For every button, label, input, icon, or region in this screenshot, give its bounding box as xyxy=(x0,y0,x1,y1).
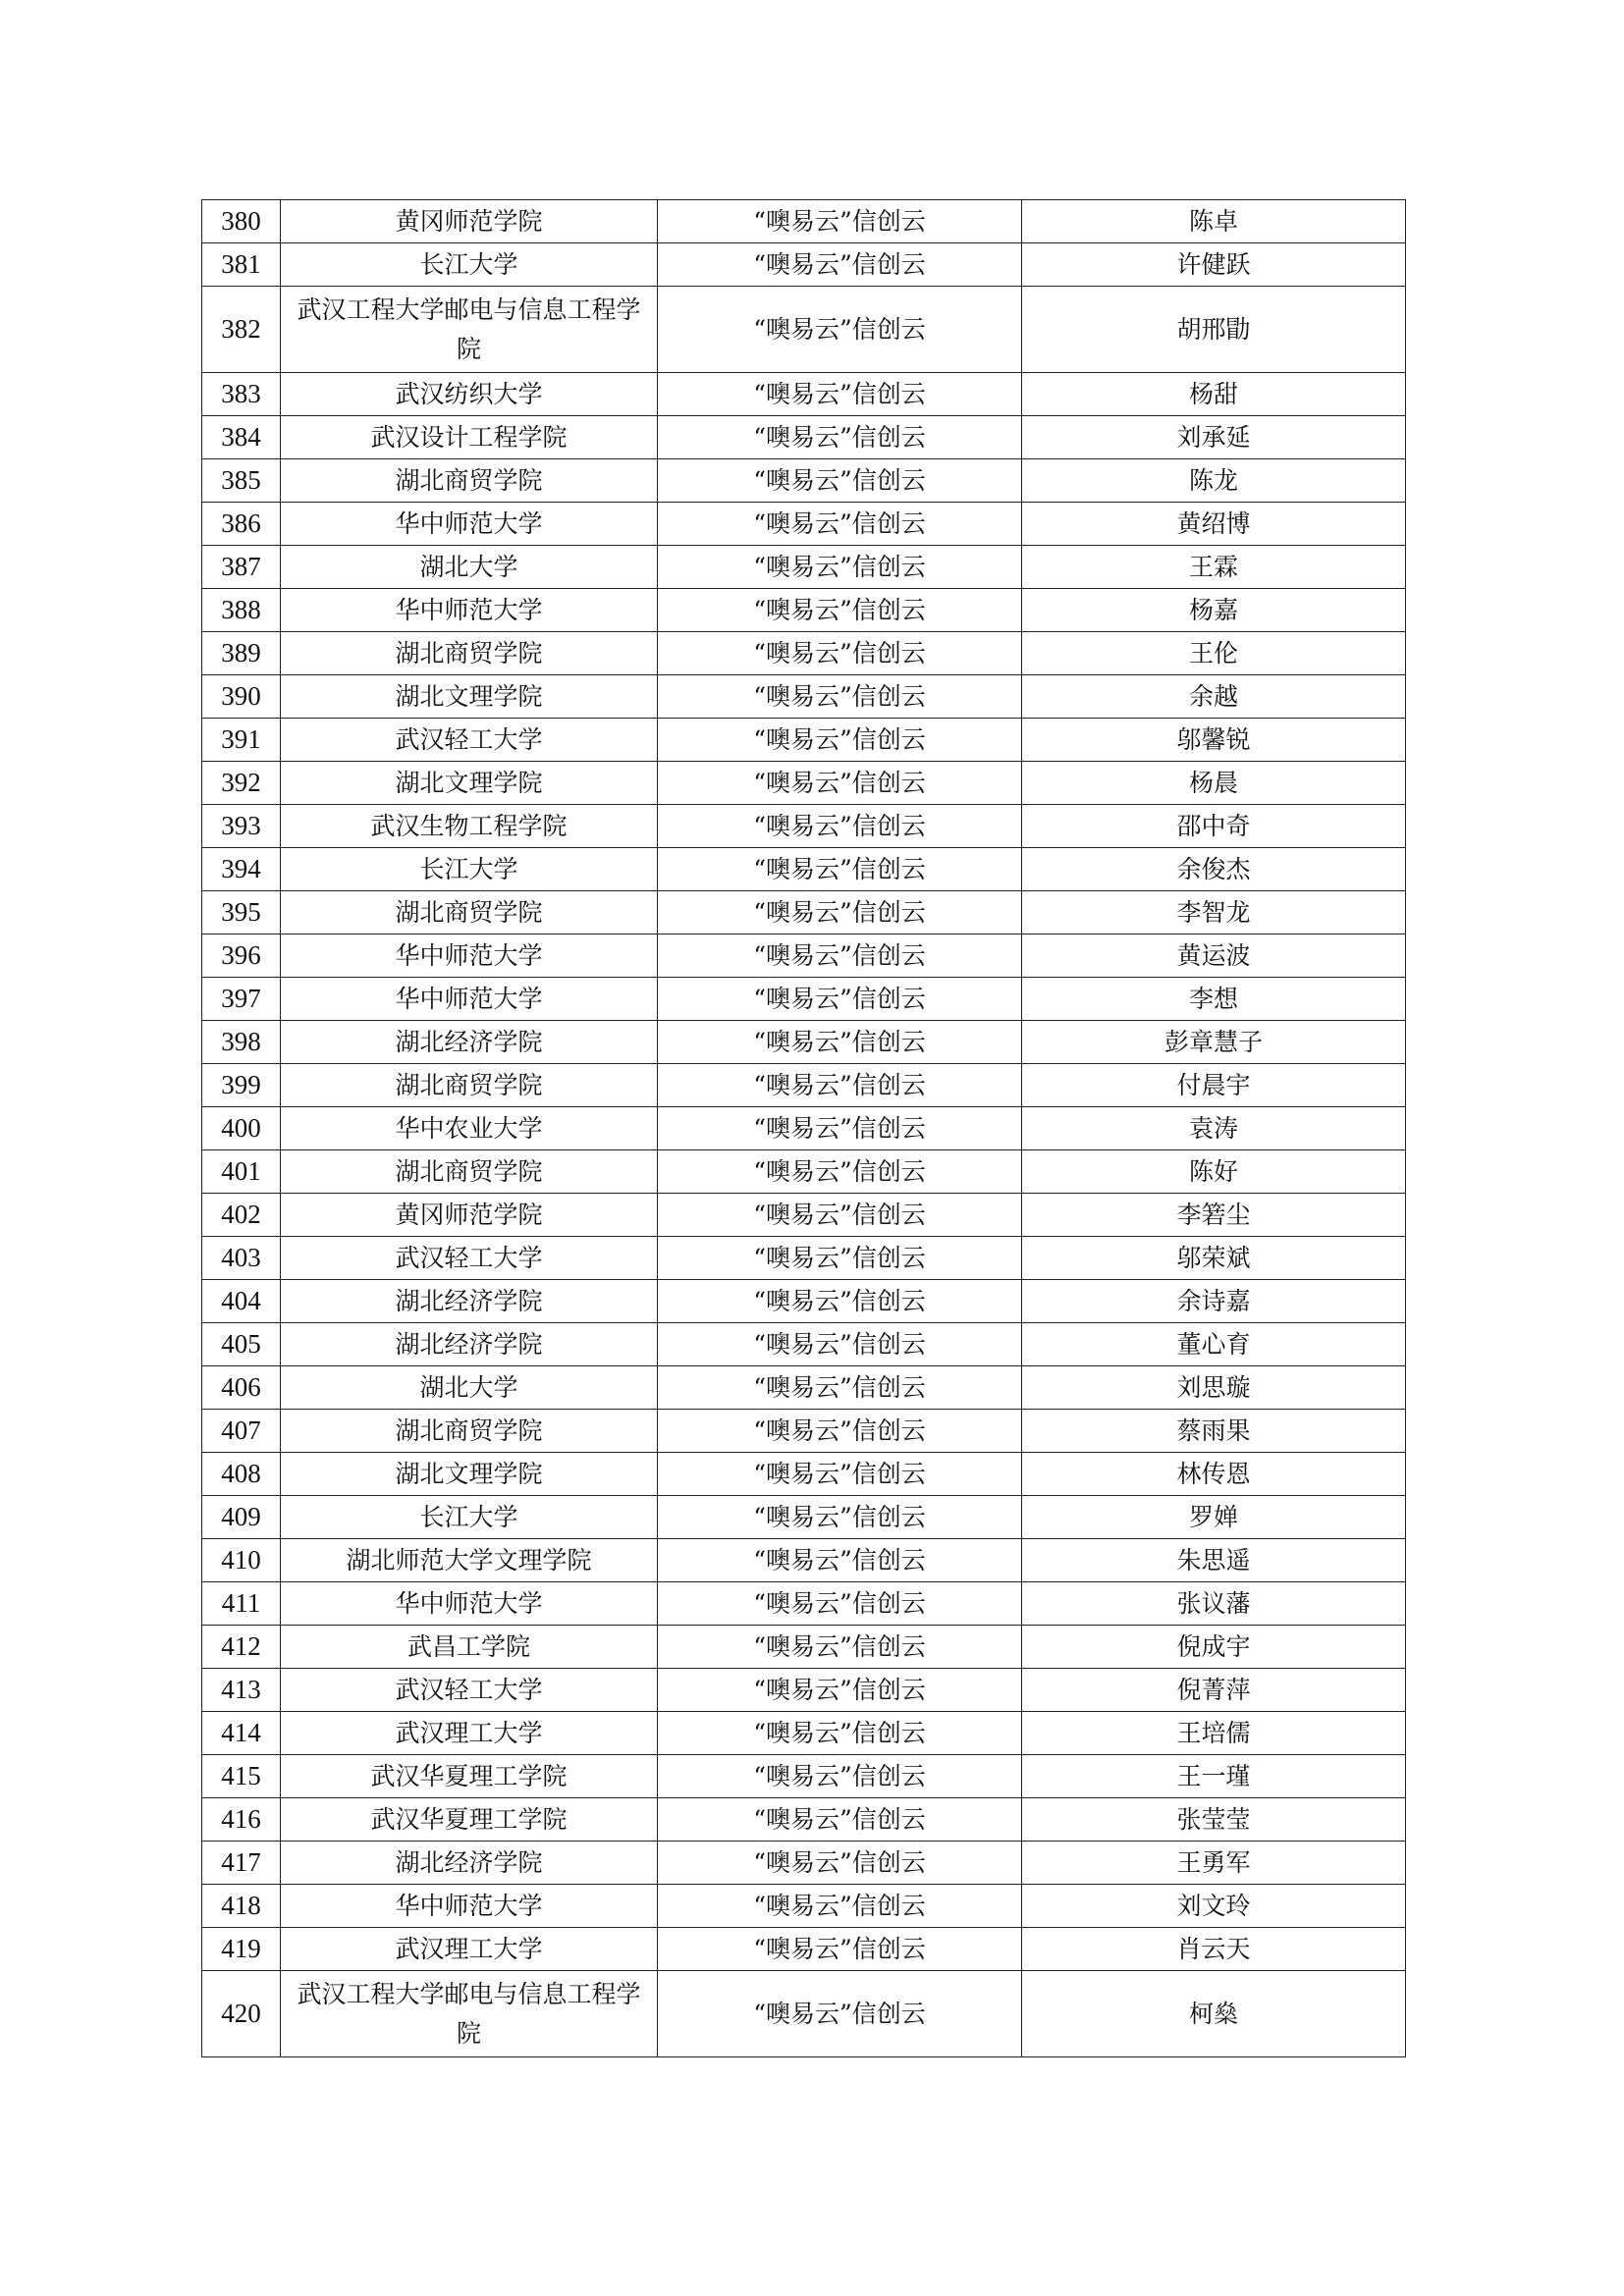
project-cell: “噢易云”信创云 xyxy=(658,1280,1022,1323)
person-name-cell: 黄绍博 xyxy=(1022,503,1406,546)
school-cell: 湖北商贸学院 xyxy=(281,1410,658,1453)
school-cell: 湖北商贸学院 xyxy=(281,891,658,934)
table-row xyxy=(202,1021,1406,1064)
project-cell: “噢易云”信创云 xyxy=(658,1496,1022,1539)
school-cell: 武汉工程大学邮电与信息工程学院 xyxy=(281,1971,658,2057)
table-row xyxy=(202,459,1406,503)
row-number-cell: 393 xyxy=(202,805,281,848)
table-row xyxy=(202,805,1406,848)
person-name-cell: 王勇军 xyxy=(1022,1842,1406,1885)
school-cell: 湖北文理学院 xyxy=(281,675,658,719)
school-cell: 黄冈师范学院 xyxy=(281,1194,658,1237)
person-name-cell: 蔡雨果 xyxy=(1022,1410,1406,1453)
school-cell: 湖北大学 xyxy=(281,1366,658,1410)
table-row xyxy=(202,243,1406,287)
project-cell: “噢易云”信创云 xyxy=(658,1107,1022,1150)
person-name-cell: 余俊杰 xyxy=(1022,848,1406,891)
project-cell: “噢易云”信创云 xyxy=(658,934,1022,978)
row-number-cell: 383 xyxy=(202,373,281,416)
table-row xyxy=(202,1712,1406,1755)
row-number-cell: 386 xyxy=(202,503,281,546)
row-number-cell: 410 xyxy=(202,1539,281,1582)
person-name-cell: 罗婵 xyxy=(1022,1496,1406,1539)
school-cell: 湖北师范大学文理学院 xyxy=(281,1539,658,1582)
row-number-cell: 387 xyxy=(202,546,281,589)
person-name-cell: 李想 xyxy=(1022,978,1406,1021)
row-number-cell: 399 xyxy=(202,1064,281,1107)
row-number-cell: 419 xyxy=(202,1928,281,1971)
table-row xyxy=(202,1798,1406,1842)
school-cell: 华中师范大学 xyxy=(281,503,658,546)
person-name-cell: 黄运波 xyxy=(1022,934,1406,978)
school-cell: 武汉设计工程学院 xyxy=(281,416,658,459)
school-cell: 武汉华夏理工学院 xyxy=(281,1798,658,1842)
table-row xyxy=(202,1237,1406,1280)
school-cell: 武汉轻工大学 xyxy=(281,719,658,762)
table-row xyxy=(202,632,1406,675)
school-cell: 湖北文理学院 xyxy=(281,762,658,805)
table-row xyxy=(202,1755,1406,1798)
table-row xyxy=(202,589,1406,632)
person-name-cell: 朱思遥 xyxy=(1022,1539,1406,1582)
person-name-cell: 王一瑾 xyxy=(1022,1755,1406,1798)
person-name-cell: 倪菁萍 xyxy=(1022,1669,1406,1712)
row-number-cell: 382 xyxy=(202,287,281,373)
table-row xyxy=(202,1453,1406,1496)
project-cell: “噢易云”信创云 xyxy=(658,719,1022,762)
row-number-cell: 392 xyxy=(202,762,281,805)
person-name-cell: 王霖 xyxy=(1022,546,1406,589)
school-cell: 长江大学 xyxy=(281,243,658,287)
table-row xyxy=(202,1496,1406,1539)
project-cell: “噢易云”信创云 xyxy=(658,546,1022,589)
row-number-cell: 397 xyxy=(202,978,281,1021)
table-row xyxy=(202,675,1406,719)
table-row xyxy=(202,1107,1406,1150)
person-name-cell: 彭章慧子 xyxy=(1022,1021,1406,1064)
row-number-cell: 401 xyxy=(202,1150,281,1194)
table-row xyxy=(202,1323,1406,1366)
row-number-cell: 417 xyxy=(202,1842,281,1885)
table-row xyxy=(202,1842,1406,1885)
table-row xyxy=(202,1150,1406,1194)
person-name-cell: 李箬尘 xyxy=(1022,1194,1406,1237)
project-cell: “噢易云”信创云 xyxy=(658,459,1022,503)
table-row xyxy=(202,1582,1406,1626)
school-cell: 长江大学 xyxy=(281,1496,658,1539)
row-number-cell: 420 xyxy=(202,1971,281,2057)
row-number-cell: 390 xyxy=(202,675,281,719)
project-cell: “噢易云”信创云 xyxy=(658,632,1022,675)
person-name-cell: 邬荣斌 xyxy=(1022,1237,1406,1280)
school-cell: 华中师范大学 xyxy=(281,1582,658,1626)
person-name-cell: 杨甜 xyxy=(1022,373,1406,416)
row-number-cell: 380 xyxy=(202,200,281,243)
row-number-cell: 384 xyxy=(202,416,281,459)
table-row xyxy=(202,287,1406,373)
person-name-cell: 王伦 xyxy=(1022,632,1406,675)
project-cell: “噢易云”信创云 xyxy=(658,1928,1022,1971)
project-cell: “噢易云”信创云 xyxy=(658,1626,1022,1669)
table-row xyxy=(202,1410,1406,1453)
school-cell: 湖北商贸学院 xyxy=(281,1064,658,1107)
project-cell: “噢易云”信创云 xyxy=(658,503,1022,546)
row-number-cell: 405 xyxy=(202,1323,281,1366)
row-number-cell: 385 xyxy=(202,459,281,503)
row-number-cell: 412 xyxy=(202,1626,281,1669)
person-name-cell: 刘思璇 xyxy=(1022,1366,1406,1410)
table-row xyxy=(202,503,1406,546)
person-name-cell: 王培儒 xyxy=(1022,1712,1406,1755)
table-row xyxy=(202,200,1406,243)
project-cell: “噢易云”信创云 xyxy=(658,891,1022,934)
project-cell: “噢易云”信创云 xyxy=(658,1755,1022,1798)
person-name-cell: 肖云天 xyxy=(1022,1928,1406,1971)
row-number-cell: 406 xyxy=(202,1366,281,1410)
school-cell: 湖北大学 xyxy=(281,546,658,589)
school-cell: 华中师范大学 xyxy=(281,934,658,978)
person-name-cell: 杨嘉 xyxy=(1022,589,1406,632)
school-cell: 华中师范大学 xyxy=(281,978,658,1021)
table-row xyxy=(202,416,1406,459)
project-cell: “噢易云”信创云 xyxy=(658,1798,1022,1842)
person-name-cell: 李智龙 xyxy=(1022,891,1406,934)
person-name-cell: 杨晨 xyxy=(1022,762,1406,805)
row-number-cell: 396 xyxy=(202,934,281,978)
table-row xyxy=(202,1885,1406,1928)
school-cell: 湖北文理学院 xyxy=(281,1453,658,1496)
project-cell: “噢易云”信创云 xyxy=(658,1064,1022,1107)
school-cell: 长江大学 xyxy=(281,848,658,891)
project-cell: “噢易云”信创云 xyxy=(658,200,1022,243)
school-cell: 武汉轻工大学 xyxy=(281,1237,658,1280)
school-cell: 湖北经济学院 xyxy=(281,1280,658,1323)
person-name-cell: 袁涛 xyxy=(1022,1107,1406,1150)
project-cell: “噢易云”信创云 xyxy=(658,1971,1022,2057)
person-name-cell: 柯燊 xyxy=(1022,1971,1406,2057)
person-name-cell: 付晨宇 xyxy=(1022,1064,1406,1107)
row-number-cell: 418 xyxy=(202,1885,281,1928)
table-row xyxy=(202,978,1406,1021)
project-cell: “噢易云”信创云 xyxy=(658,287,1022,373)
person-name-cell: 余越 xyxy=(1022,675,1406,719)
school-cell: 湖北经济学院 xyxy=(281,1323,658,1366)
person-name-cell: 陈好 xyxy=(1022,1150,1406,1194)
row-number-cell: 381 xyxy=(202,243,281,287)
project-cell: “噢易云”信创云 xyxy=(658,1410,1022,1453)
project-cell: “噢易云”信创云 xyxy=(658,1366,1022,1410)
row-number-cell: 409 xyxy=(202,1496,281,1539)
row-number-cell: 403 xyxy=(202,1237,281,1280)
project-cell: “噢易云”信创云 xyxy=(658,589,1022,632)
project-cell: “噢易云”信创云 xyxy=(658,1539,1022,1582)
project-cell: “噢易云”信创云 xyxy=(658,675,1022,719)
school-cell: 武汉理工大学 xyxy=(281,1928,658,1971)
row-number-cell: 407 xyxy=(202,1410,281,1453)
project-cell: “噢易云”信创云 xyxy=(658,978,1022,1021)
table-row xyxy=(202,1366,1406,1410)
project-cell: “噢易云”信创云 xyxy=(658,1582,1022,1626)
table-row xyxy=(202,848,1406,891)
table-row xyxy=(202,1539,1406,1582)
project-cell: “噢易云”信创云 xyxy=(658,1150,1022,1194)
person-name-cell: 余诗嘉 xyxy=(1022,1280,1406,1323)
school-cell: 华中师范大学 xyxy=(281,1885,658,1928)
school-cell: 湖北商贸学院 xyxy=(281,459,658,503)
row-number-cell: 391 xyxy=(202,719,281,762)
person-name-cell: 刘承延 xyxy=(1022,416,1406,459)
person-name-cell: 董心育 xyxy=(1022,1323,1406,1366)
row-number-cell: 404 xyxy=(202,1280,281,1323)
school-cell: 湖北商贸学院 xyxy=(281,1150,658,1194)
school-cell: 武汉华夏理工学院 xyxy=(281,1755,658,1798)
person-name-cell: 张议藩 xyxy=(1022,1582,1406,1626)
project-cell: “噢易云”信创云 xyxy=(658,1669,1022,1712)
row-number-cell: 415 xyxy=(202,1755,281,1798)
table-row xyxy=(202,1971,1406,2057)
table-body xyxy=(202,200,1406,2057)
school-cell: 华中农业大学 xyxy=(281,1107,658,1150)
school-cell: 武汉生物工程学院 xyxy=(281,805,658,848)
table-row xyxy=(202,762,1406,805)
project-cell: “噢易云”信创云 xyxy=(658,1885,1022,1928)
table-row xyxy=(202,373,1406,416)
project-cell: “噢易云”信创云 xyxy=(658,1194,1022,1237)
row-number-cell: 395 xyxy=(202,891,281,934)
table-row xyxy=(202,934,1406,978)
table-row xyxy=(202,891,1406,934)
person-name-cell: 胡邢勖 xyxy=(1022,287,1406,373)
school-cell: 华中师范大学 xyxy=(281,589,658,632)
project-cell: “噢易云”信创云 xyxy=(658,1237,1022,1280)
person-name-cell: 林传恩 xyxy=(1022,1453,1406,1496)
project-cell: “噢易云”信创云 xyxy=(658,1712,1022,1755)
school-cell: 湖北商贸学院 xyxy=(281,632,658,675)
school-cell: 武汉工程大学邮电与信息工程学院 xyxy=(281,287,658,373)
row-number-cell: 394 xyxy=(202,848,281,891)
row-number-cell: 400 xyxy=(202,1107,281,1150)
table-row xyxy=(202,1669,1406,1712)
table-row xyxy=(202,1626,1406,1669)
person-name-cell: 张莹莹 xyxy=(1022,1798,1406,1842)
school-cell: 武汉轻工大学 xyxy=(281,1669,658,1712)
school-cell: 武汉纺织大学 xyxy=(281,373,658,416)
project-cell: “噢易云”信创云 xyxy=(658,805,1022,848)
project-cell: “噢易云”信创云 xyxy=(658,373,1022,416)
award-list-table xyxy=(201,199,1406,2057)
person-name-cell: 刘文玲 xyxy=(1022,1885,1406,1928)
person-name-cell: 倪成宇 xyxy=(1022,1626,1406,1669)
person-name-cell: 许健跃 xyxy=(1022,243,1406,287)
table-row xyxy=(202,1194,1406,1237)
project-cell: “噢易云”信创云 xyxy=(658,762,1022,805)
project-cell: “噢易云”信创云 xyxy=(658,1453,1022,1496)
person-name-cell: 陈卓 xyxy=(1022,200,1406,243)
project-cell: “噢易云”信创云 xyxy=(658,416,1022,459)
row-number-cell: 408 xyxy=(202,1453,281,1496)
row-number-cell: 413 xyxy=(202,1669,281,1712)
person-name-cell: 邬馨锐 xyxy=(1022,719,1406,762)
project-cell: “噢易云”信创云 xyxy=(658,1323,1022,1366)
table-row xyxy=(202,1928,1406,1971)
row-number-cell: 416 xyxy=(202,1798,281,1842)
row-number-cell: 389 xyxy=(202,632,281,675)
row-number-cell: 411 xyxy=(202,1582,281,1626)
project-cell: “噢易云”信创云 xyxy=(658,243,1022,287)
project-cell: “噢易云”信创云 xyxy=(658,1021,1022,1064)
person-name-cell: 陈龙 xyxy=(1022,459,1406,503)
school-cell: 湖北经济学院 xyxy=(281,1021,658,1064)
table-row xyxy=(202,719,1406,762)
table-row xyxy=(202,1280,1406,1323)
row-number-cell: 398 xyxy=(202,1021,281,1064)
school-cell: 黄冈师范学院 xyxy=(281,200,658,243)
project-cell: “噢易云”信创云 xyxy=(658,1842,1022,1885)
school-cell: 武汉理工大学 xyxy=(281,1712,658,1755)
table-row xyxy=(202,1064,1406,1107)
school-cell: 武昌工学院 xyxy=(281,1626,658,1669)
row-number-cell: 402 xyxy=(202,1194,281,1237)
row-number-cell: 414 xyxy=(202,1712,281,1755)
row-number-cell: 388 xyxy=(202,589,281,632)
table-row xyxy=(202,546,1406,589)
person-name-cell: 邵中奇 xyxy=(1022,805,1406,848)
project-cell: “噢易云”信创云 xyxy=(658,848,1022,891)
school-cell: 湖北经济学院 xyxy=(281,1842,658,1885)
